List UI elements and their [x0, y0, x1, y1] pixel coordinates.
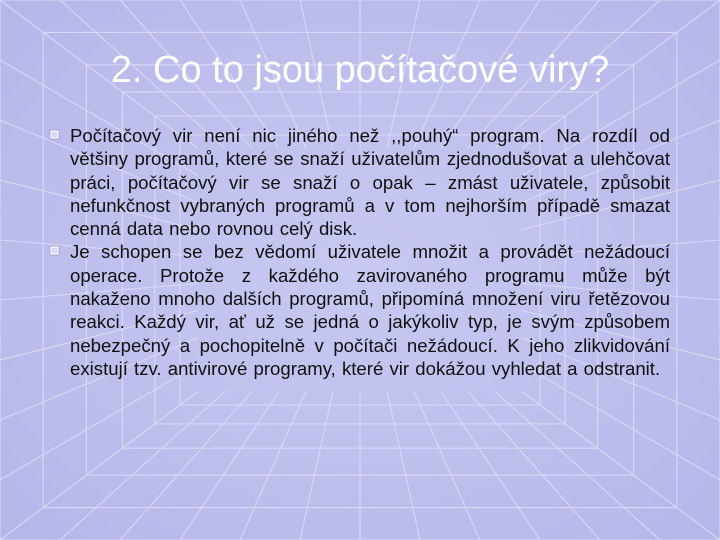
slide-title: 2. Co to jsou počítačové viry? — [110, 49, 610, 91]
bullet-item — [70, 124, 670, 240]
bullet-text: Počítačový vir není nic jiného než ,,pouhý“ program. Na rozdíl od většiny programů, které se snaží uživatelům zjednodušovat a ulehčovat práci, počítačový vir se snaží o opak – zmást uživatele, způsobit nefunkčnost vybraných programů a v tom nejhorším případě smazat cenná data nebo rovnou celý disk. — [70, 125, 670, 240]
bullet-list — [70, 124, 670, 380]
square-bullet-icon — [48, 128, 60, 140]
bullet-item — [70, 240, 670, 380]
square-bullet-icon — [48, 244, 60, 256]
bullet-text: Je schopen se bez vědomí uživatele množit a provádět nežádoucí operace. Protože z každého zavirovaného programu může být nakaženo mnoho dalších programů, připomíná množení viru řetězovou reakci. Každý vir, ať už se jedná o jakýkoliv typ, je svým způsobem nebezpečný a pochopitelně v počítači nežádoucí. K jeho zlikvidování existují tzv. antivirové programy, které vir dokážou vyhledat a odstranit. — [70, 241, 670, 379]
